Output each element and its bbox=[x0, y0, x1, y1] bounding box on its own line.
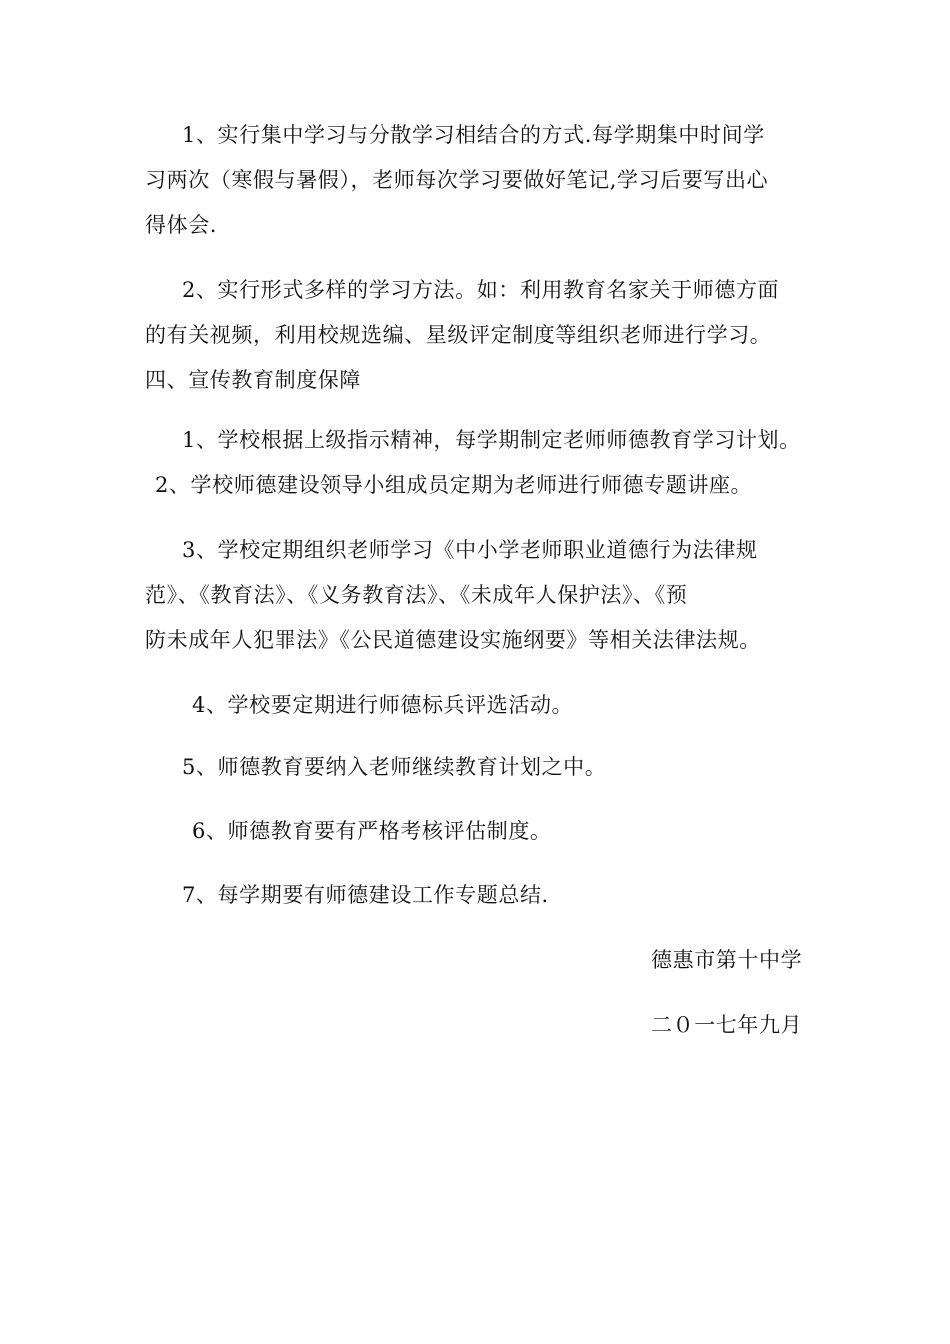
signature-date: 二０一七年九月 bbox=[651, 1013, 803, 1037]
section-item-6: 6、师德教育要有严格考核评估制度。 bbox=[192, 819, 552, 843]
section-item-3-line-3: 防未成年人犯罪法》《公民道德建设实施纲要》等相关法律法规。 bbox=[145, 628, 761, 652]
paragraph-2-line-1: 2、实行形式多样的学习方法。如：利用教育名家关于师德方面 bbox=[182, 278, 780, 302]
section-heading: 四、宣传教育制度保障 bbox=[145, 368, 361, 392]
paragraph-1-line-1: 1、实行集中学习与分散学习相结合的方式.每学期集中时间学 bbox=[182, 123, 765, 147]
section-item-5: 5、师德教育要纳入老师继续教育计划之中。 bbox=[182, 755, 607, 779]
section-item-3-line-1: 3、学校定期组织老师学习《中小学老师职业道德行为法律规 bbox=[182, 538, 758, 562]
paragraph-1-line-3: 得体会. bbox=[145, 213, 218, 237]
section-item-4: 4、学校要定期进行师德标兵评选活动。 bbox=[192, 693, 574, 717]
paragraph-1-line-2: 习两次（寒假与暑假），老师每次学习要做好笔记,学习后要写出心 bbox=[145, 168, 769, 192]
section-item-7: 7、每学期要有师德建设工作专题总结. bbox=[182, 883, 549, 907]
section-item-3-line-2: 范》、《教育法》、《义务教育法》、《未成年人保护法》、《预 bbox=[145, 583, 688, 607]
paragraph-2-line-2: 的有关视频，利用校规选编、星级评定制度等组织老师进行学习。 bbox=[145, 323, 772, 347]
signature-organization: 德惠市第十中学 bbox=[651, 948, 803, 972]
section-item-2: 2、学校师德建设领导小组成员定期为老师进行师德专题讲座。 bbox=[155, 473, 753, 497]
section-item-1: 1、学校根据上级指示精神，每学期制定老师师德教育学习计划。 bbox=[182, 428, 801, 452]
